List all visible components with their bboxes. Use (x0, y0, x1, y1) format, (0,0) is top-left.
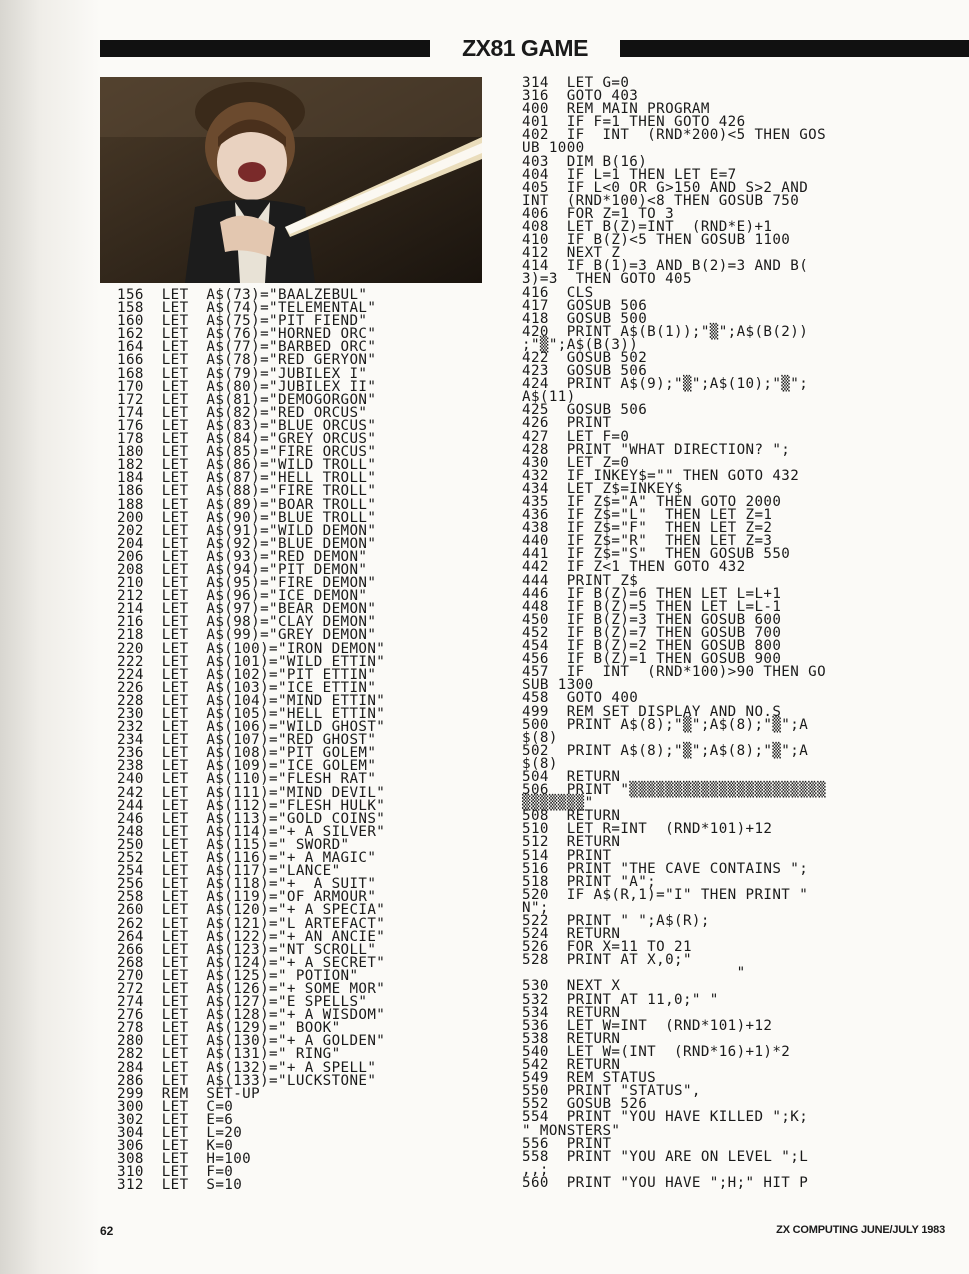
code-line: 406 FOR Z=1 TO 3 (522, 205, 675, 222)
code-line: 258 LET A$(119)="OF ARMOUR" (117, 889, 377, 906)
magazine-issue-footer: ZX COMPUTING JUNE/JULY 1983 (776, 1224, 945, 1236)
page-number: 62 (100, 1224, 114, 1238)
code-line: 512 RETURN (522, 834, 621, 851)
code-line: 278 LET A$(129)=" BOOK" (117, 1020, 341, 1037)
code-line: 418 GOSUB 500 (522, 310, 648, 327)
code-line: 274 LET A$(127)="E SPELLS" (117, 994, 368, 1011)
code-line: 244 LET A$(112)="FLESH HULK" (117, 797, 386, 814)
code-line: 180 LET A$(85)="FIRE ORCUS" (117, 444, 377, 461)
code-line: 304 LET L=20 (117, 1125, 243, 1141)
header-rule-left (100, 40, 430, 57)
code-line: 518 PRINT "A"; (522, 873, 657, 890)
code-line: 186 LET A$(88)="FIRE TROLL" (117, 483, 377, 500)
code-line: 248 LET A$(114)="+ A SILVER" (117, 823, 386, 840)
basic-listing-right-column (522, 77, 826, 1190)
code-line: 204 LET A$(92)="BLUE DEMON" (117, 535, 377, 552)
basic-listing-left-column (117, 289, 385, 1192)
code-line: 425 GOSUB 506 (522, 402, 648, 419)
code-line: 254 LET A$(117)="LANCE" (117, 863, 341, 880)
code-line: 441 IF Z$="S" THEN GOSUB 550 (522, 546, 791, 563)
code-line: 262 LET A$(121)="L ARTEFACT" (117, 915, 386, 932)
code-line: 534 RETURN (522, 1004, 621, 1021)
illustration-figure-image (100, 77, 482, 283)
code-line: 422 GOSUB 502 (522, 349, 648, 366)
code-line: 172 LET A$(81)="DEMOGORGON" (117, 391, 377, 408)
code-line: 268 LET A$(124)="+ A SECRET" (117, 954, 386, 971)
code-line: 178 LET A$(84)="GREY ORCUS" (117, 431, 377, 448)
code-line: 299 REM SET-UP (117, 1085, 261, 1102)
code-line: 446 IF B(Z)=6 THEN LET L=L+1 (522, 585, 782, 602)
code-line: 405 IF L<0 OR G>150 AND S>2 AND (522, 179, 809, 196)
code-line: 510 LET R=INT (RND*101)+12 (522, 821, 773, 838)
code-line: 276 LET A$(128)="+ A WISDOM" (117, 1007, 386, 1024)
code-line: 230 LET A$(105)="HELL ETTIN" (117, 706, 386, 722)
code-line: 176 LET A$(83)="BLUE ORCUS" (117, 417, 377, 434)
code-line: N"; (522, 899, 549, 916)
code-line: 252 LET A$(116)="+ A MAGIC" (117, 850, 377, 867)
code-line: 210 LET A$(95)="FIRE DEMON" (117, 575, 377, 592)
code-line: 410 IF B(Z)<5 THEN GOSUB 1100 (522, 232, 791, 249)
code-line: 403 DIM B(16) (522, 153, 648, 170)
code-line: 549 REM STATUS (522, 1070, 657, 1087)
code-line: 444 PRINT Z$ (522, 572, 639, 589)
code-line: 438 IF Z$="F" THEN LET Z=2 (522, 520, 773, 537)
code-line: 160 LET A$(75)="PIT FIEND" (117, 313, 368, 330)
code-line: 502 PRINT A$(8);"▒";A$(8);"▒";A (522, 742, 809, 759)
code-line: 560 PRINT "YOU HAVE ";H;" HIT P (522, 1174, 809, 1191)
code-line: 434 LET Z$=INKEY$ (522, 480, 683, 497)
code-line: $(8) (522, 729, 558, 746)
code-line: SUB 1300 (522, 677, 594, 694)
code-line: 457 IF INT (RND*100)>90 THEN GO (522, 664, 827, 681)
code-line: 312 LET S=10 (117, 1177, 243, 1194)
code-line: 246 LET A$(113)="GOLD COINS" (117, 810, 386, 827)
code-line: 522 PRINT " ";A$(R); (522, 913, 710, 929)
code-line: 220 LET A$(100)="IRON DEMON" (117, 640, 386, 657)
code-line: 412 NEXT Z (522, 245, 621, 262)
code-line: 408 LET B(Z)=INT (RND*E)+1 (522, 219, 773, 236)
code-line: 416 CLS (522, 284, 594, 301)
code-line: 538 RETURN (522, 1030, 621, 1047)
code-line: 316 GOTO 403 (522, 88, 639, 105)
code-line: 423 GOSUB 506 (522, 363, 648, 380)
code-line: 432 IF INKEY$="" THEN GOTO 432 (522, 467, 800, 484)
code-line: 300 LET C=0 (117, 1098, 234, 1115)
code-line: 208 LET A$(94)="PIT DEMON" (117, 561, 368, 578)
code-line: 170 LET A$(80)="JUBILEX II" (117, 378, 377, 395)
code-line: 200 LET A$(90)="BLUE TROLL" (117, 509, 377, 526)
code-line: 270 LET A$(125)=" POTION" (117, 967, 359, 984)
code-line: 206 LET A$(93)="RED DEMON" (117, 548, 368, 565)
code-line: 202 LET A$(91)="WILD DEMON" (117, 522, 377, 539)
code-line: 526 FOR X=11 TO 21 (522, 939, 692, 956)
code-line: 308 LET H=100 (117, 1151, 252, 1168)
code-line: 540 LET W=(INT (RND*16)+1)*2 (522, 1043, 791, 1060)
code-line: 182 LET A$(86)="WILD TROLL" (117, 457, 377, 474)
code-line: 424 PRINT A$(9);"▒";A$(10);"▒"; (522, 376, 809, 393)
code-line: 440 IF Z$="R" THEN LET Z=3 (522, 533, 773, 550)
code-line: 256 LET A$(118)="+ A SUIT" (117, 876, 377, 893)
code-line: 554 PRINT "YOU HAVE KILLED ";K; (522, 1109, 809, 1126)
code-line: 162 LET A$(76)="HORNED ORC" (117, 326, 377, 343)
code-line: 508 RETURN (522, 808, 621, 825)
code-line: 430 LET Z=0 (522, 454, 630, 471)
code-line: 402 IF INT (RND*200)<5 THEN GOS (522, 127, 827, 144)
illustration (100, 77, 482, 283)
code-line: ▒▒▒▒▒▒▒" (522, 795, 594, 812)
code-line: 414 IF B(1)=3 AND B(2)=3 AND B( (522, 258, 809, 275)
code-line: A$(11) (522, 389, 576, 406)
code-line: 218 LET A$(99)="GREY DEMON" (117, 627, 377, 644)
code-line: 216 LET A$(98)="CLAY DEMON" (117, 614, 377, 631)
code-line: 532 PRINT AT 11,0;" " (522, 991, 719, 1008)
code-line: 528 PRINT AT X,0;" (522, 952, 692, 969)
code-line: 516 PRINT "THE CAVE CONTAINS "; (522, 860, 809, 877)
code-line: 499 REM SET DISPLAY AND NO.S (522, 703, 782, 720)
code-line: 280 LET A$(130)="+ A GOLDEN" (117, 1033, 386, 1050)
code-line: 450 IF B(Z)=3 THEN GOSUB 600 (522, 611, 782, 628)
code-line: INT (RND*100)<8 THEN GOSUB 750 (522, 192, 800, 209)
code-line: 272 LET A$(126)="+ SOME MOR" (117, 980, 386, 997)
code-line: 454 IF B(Z)=2 THEN GOSUB 800 (522, 638, 782, 655)
code-line: " MONSTERS" (522, 1122, 621, 1139)
code-line: 156 LET A$(73)="BAALZEBUL" (117, 287, 368, 303)
code-line: $(8) (522, 755, 558, 772)
code-line: 238 LET A$(109)="ICE GOLEM" (117, 758, 377, 775)
code-line: 3)=3 THEN GOTO 405 (522, 271, 692, 288)
code-line: 250 LET A$(115)=" SWORD" (117, 836, 350, 853)
code-line: 524 RETURN (522, 926, 621, 943)
code-line: 302 LET E=6 (117, 1111, 234, 1128)
code-line: 174 LET A$(82)="RED ORCUS" (117, 404, 368, 421)
code-line: 286 LET A$(133)="LUCKSTONE" (117, 1072, 377, 1089)
code-line: 435 IF Z$="A" THEN GOTO 2000 (522, 494, 782, 510)
code-line: 436 IF Z$="L" THEN LET Z=1 (522, 507, 773, 524)
code-line: 452 IF B(Z)=7 THEN GOSUB 700 (522, 624, 782, 641)
code-line: 266 LET A$(123)="NT SCROLL" (117, 941, 377, 958)
code-line: 404 IF L=1 THEN LET E=7 (522, 166, 737, 183)
code-line: 428 PRINT "WHAT DIRECTION? "; (522, 441, 791, 458)
code-line: 226 LET A$(103)="ICE ETTIN" (117, 679, 377, 696)
code-line: 542 RETURN (522, 1057, 621, 1074)
code-line: 520 IF A$(R,1)="I" THEN PRINT " (522, 886, 809, 903)
code-line: 506 PRINT "▒▒▒▒▒▒▒▒▒▒▒▒▒▒▒▒▒▒▒▒▒▒ (522, 782, 827, 799)
code-line: 166 LET A$(78)="RED GERYON" (117, 352, 377, 369)
code-line: ,,; (522, 1161, 549, 1178)
code-line: 282 LET A$(131)=" RING" (117, 1046, 341, 1063)
code-line: 552 GOSUB 526 (522, 1096, 648, 1113)
code-line: 306 LET K=0 (117, 1138, 234, 1155)
code-line: 224 LET A$(102)="PIT ETTIN" (117, 666, 377, 683)
code-line: 232 LET A$(106)="WILD GHOST" (117, 719, 386, 736)
code-line: 234 LET A$(107)="RED GHOST" (117, 732, 377, 749)
code-line: 500 PRINT A$(8);"▒";A$(8);"▒";A (522, 716, 809, 733)
code-line: 514 PRINT (522, 847, 612, 864)
section-header (100, 35, 969, 62)
code-line: 401 IF F=1 THEN GOTO 426 (522, 114, 746, 131)
code-line: 504 RETURN (522, 768, 621, 785)
code-line: 400 REM MAIN PROGRAM (522, 101, 710, 118)
code-line: 426 PRINT (522, 415, 612, 432)
code-line: 556 PRINT (522, 1135, 612, 1152)
code-line: 550 PRINT "STATUS", (522, 1083, 701, 1100)
page-binding-edge (0, 0, 100, 1274)
code-line: 420 PRINT A$(B(1));"▒";A$(B(2)) (522, 323, 809, 340)
code-line: 417 GOSUB 506 (522, 297, 648, 314)
code-line: 264 LET A$(122)="+ AN ANCIE" (117, 928, 386, 945)
code-line: 164 LET A$(77)="BARBED ORC" (117, 339, 377, 356)
code-line: 427 LET F=0 (522, 428, 630, 445)
code-line: 222 LET A$(101)="WILD ETTIN" (117, 653, 386, 670)
code-line: 214 LET A$(97)="BEAR DEMON" (117, 601, 377, 618)
code-line: 184 LET A$(87)="HELL TROLL" (117, 470, 377, 487)
code-line: 310 LET F=0 (117, 1164, 234, 1181)
code-line: 240 LET A$(110)="FLESH RAT" (117, 771, 377, 788)
code-line: 242 LET A$(111)="MIND DEVIL" (117, 784, 386, 801)
code-line: 158 LET A$(74)="TELEMENTAL" (117, 300, 377, 317)
code-line: 314 LET G=0 (522, 75, 630, 91)
code-line: 456 IF B(Z)=1 THEN GOSUB 900 (522, 651, 782, 668)
code-line: 458 GOTO 400 (522, 690, 639, 707)
code-line: 284 LET A$(132)="+ A SPELL" (117, 1059, 377, 1076)
code-line: " (522, 965, 746, 982)
code-line: UB 1000 (522, 140, 585, 157)
code-line: 228 LET A$(104)="MIND ETTIN" (117, 692, 386, 709)
code-line: 558 PRINT "YOU ARE ON LEVEL ";L (522, 1148, 809, 1165)
code-line: 260 LET A$(120)="+ A SPECIA" (117, 902, 386, 919)
code-line: 212 LET A$(96)="ICE DEMON" (117, 588, 368, 605)
code-line: 236 LET A$(108)="PIT GOLEM" (117, 745, 377, 762)
code-line: 188 LET A$(89)="BOAR TROLL" (117, 496, 377, 513)
code-line: 168 LET A$(79)="JUBILEX I" (117, 365, 368, 382)
header-rule-right (620, 40, 969, 57)
code-line: 442 IF Z<1 THEN GOTO 432 (522, 559, 746, 576)
code-line: 448 IF B(Z)=5 THEN LET L=L-1 (522, 598, 782, 615)
code-line: 530 NEXT X (522, 978, 621, 995)
code-line: ;"▒";A$(B(3)) (522, 336, 639, 353)
section-title: ZX81 GAME (462, 35, 588, 61)
code-line: 536 LET W=INT (RND*101)+12 (522, 1017, 773, 1034)
